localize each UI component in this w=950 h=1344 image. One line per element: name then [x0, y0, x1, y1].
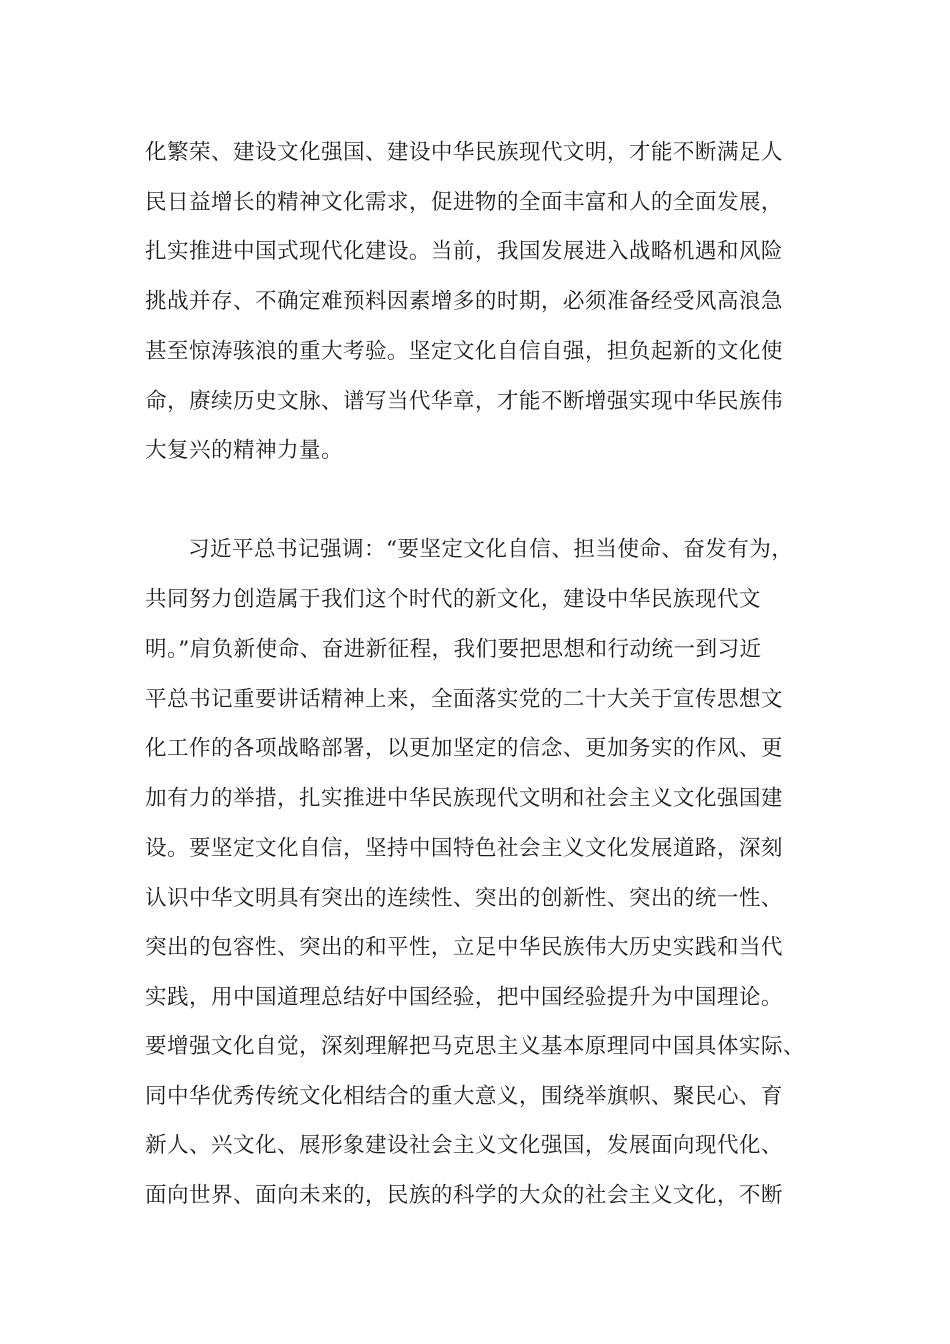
text-line: 甚至惊涛骇浪的重大考验。坚定文化自信自强，担负起新的文化使 — [145, 339, 783, 364]
text-line: 同中华优秀传统文化相结合的重大意义，围绕举旗帜、聚民心、育 — [145, 1084, 783, 1109]
text-line: 大复兴的精神力量。 — [145, 438, 343, 463]
text-line: 实践，用中国道理总结好中国经验，把中国经验提升为中国理论。 — [145, 985, 783, 1010]
text-line: 化繁荣、建设文化强国、建设中华民族现代文明，才能不断满足人 — [145, 140, 783, 165]
text-line: 认识中华文明具有突出的连续性、突出的创新性、突出的统一性、 — [145, 886, 783, 911]
text-line: 新人、兴文化、展形象建设社会主义文化强国，发展面向现代化、 — [145, 1133, 783, 1158]
text-line: 习近平总书记强调：“要坚定文化自信、担当使命、奋发有为， — [188, 537, 794, 562]
text-line: 挑战并存、不确定难预料因素增多的时期，必须准备经受风高浪急 — [145, 289, 783, 314]
text-line: 突出的包容性、突出的和平性，立足中华民族伟大历史实践和当代 — [145, 935, 783, 960]
text-line: 设。要坚定文化自信，坚持中国特色社会主义文化发展道路，深刻 — [145, 836, 783, 861]
text-line: 加有力的举措，扎实推进中华民族现代文明和社会主义文化强国建 — [145, 786, 783, 811]
text-line: 共同努力创造属于我们这个时代的新文化，建设中华民族现代文 — [145, 587, 761, 612]
text-line: 面向世界、面向未来的，民族的科学的大众的社会主义文化，不断 — [145, 1183, 783, 1208]
text-line: 化工作的各项战略部署，以更加坚定的信念、更加务实的作风、更 — [145, 736, 783, 761]
text-line: 平总书记重要讲话精神上来，全面落实党的二十大关于宣传思想文 — [145, 687, 783, 712]
text-line: 要增强文化自觉，深刻理解把马克思主义基本原理同中国具体实际、 — [145, 1034, 805, 1059]
text-line: 民日益增长的精神文化需求，促进物的全面丰富和人的全面发展， — [145, 190, 783, 215]
text-line: 命，赓续历史文脉、谱写当代华章，才能不断增强实现中华民族伟 — [145, 389, 783, 414]
text-line: 扎实推进中国式现代化建设。当前，我国发展进入战略机遇和风险 — [145, 239, 783, 264]
text-line: 明。”肩负新使命、奋进新征程，我们要把思想和行动统一到习近 — [145, 637, 762, 662]
